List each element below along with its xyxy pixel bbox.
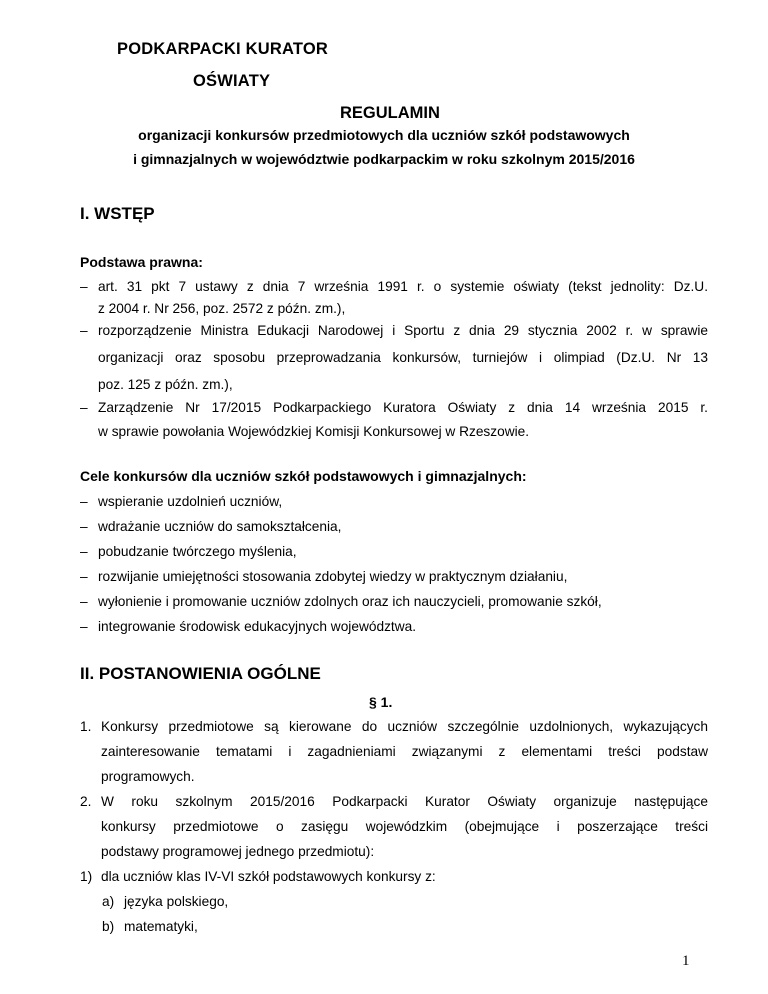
subitem-number: 1) [80, 869, 93, 884]
legal-bullet: – [80, 400, 88, 415]
legal-basis-line: rozporządzenie Ministra Edukacji Narodowej i Sportu z dnia 29 stycznia 2002 r. w sprawie [98, 323, 708, 338]
goal-bullet: – [80, 519, 88, 534]
legal-basis-line: organizacji oraz sposobu przeprowadzania konkursów, turniejów i olimpiad (Dz.U. Nr 13 [98, 350, 708, 365]
item-line: programowych. [101, 769, 195, 784]
item-line: podstawy programowej jednego przedmiotu): [101, 844, 375, 859]
legal-basis-line: art. 31 pkt 7 ustawy z dnia 7 września 1991 r. o systemie oświaty (tekst jednolity: Dz.U. [98, 279, 708, 294]
legal-basis-line: Zarządzenie Nr 17/2015 Podkarpackiego Kuratora Oświaty z dnia 14 września 2015 r. [98, 400, 708, 415]
item-line: Konkursy przedmiotowe są kierowane do uczniów szczególnie uzdolnionych, wykazujących [101, 719, 708, 734]
legal-bullet: – [80, 279, 88, 294]
letter-marker: a) [102, 894, 115, 909]
legal-bullet: – [80, 323, 88, 338]
goal-item: wspieranie uzdolnień uczniów, [98, 494, 283, 509]
page-number: 1 [682, 953, 690, 969]
goal-bullet: – [80, 544, 88, 559]
document-title: REGULAMIN [340, 104, 440, 122]
authority-line-2: OŚWIATY [193, 72, 271, 90]
paragraph-mark: § 1. [369, 694, 393, 710]
subtitle-line-1: organizacji konkursów przedmiotowych dla uczniów szkół podstawowych [138, 127, 630, 143]
legal-basis-heading: Podstawa prawna: [80, 254, 203, 270]
item-line: konkursy przedmiotowe o zasięgu wojewódzkim (obejmujące i poszerzające treści [101, 819, 708, 834]
item-line: W roku szkolnym 2015/2016 Podkarpacki Kurator Oświaty organizuje następujące [101, 794, 708, 809]
goal-bullet: – [80, 619, 88, 634]
item-number: 1. [80, 719, 92, 734]
letter-item: języka polskiego, [124, 894, 229, 909]
subtitle-line-2: i gimnazjalnych w województwie podkarpackim w roku szkolnym 2015/2016 [133, 151, 635, 167]
item-number: 2. [80, 794, 92, 809]
goal-item: wyłonienie i promowanie uczniów zdolnych oraz ich nauczycieli, promowanie szkół, [98, 594, 602, 609]
goal-bullet: – [80, 494, 88, 509]
authority-line-1: PODKARPACKI KURATOR [117, 40, 328, 58]
legal-basis-line: poz. 125 z późn. zm.), [98, 377, 233, 392]
section-1-title: I. WSTĘP [80, 204, 155, 223]
goal-bullet: – [80, 569, 88, 584]
legal-basis-line: w sprawie powołania Wojewódzkiej Komisji Konkursowej w Rzeszowie. [98, 424, 530, 439]
goals-heading: Cele konkursów dla uczniów szkół podstawowych i gimnazjalnych: [80, 468, 527, 484]
goal-item: rozwijanie umiejętności stosowania zdobytej wiedzy w praktycznym działaniu, [98, 569, 568, 584]
letter-item: matematyki, [124, 919, 198, 934]
goal-item: wdrażanie uczniów do samokształcenia, [98, 519, 342, 534]
letter-marker: b) [102, 919, 115, 934]
goal-item: integrowanie środowisk edukacyjnych województwa. [98, 619, 417, 634]
subitem-text: dla uczniów klas IV-VI szkół podstawowych konkursy z: [101, 869, 436, 884]
goal-item: pobudzanie twórczego myślenia, [98, 544, 297, 559]
section-2-title: II. POSTANOWIENIA OGÓLNE [80, 664, 321, 683]
item-line: zainteresowanie tematami i zagadnieniami związanymi z elementami treści podstaw [101, 744, 708, 759]
legal-basis-line: z 2004 r. Nr 256, poz. 2572 z późn. zm.), [98, 301, 346, 316]
goal-bullet: – [80, 594, 88, 609]
